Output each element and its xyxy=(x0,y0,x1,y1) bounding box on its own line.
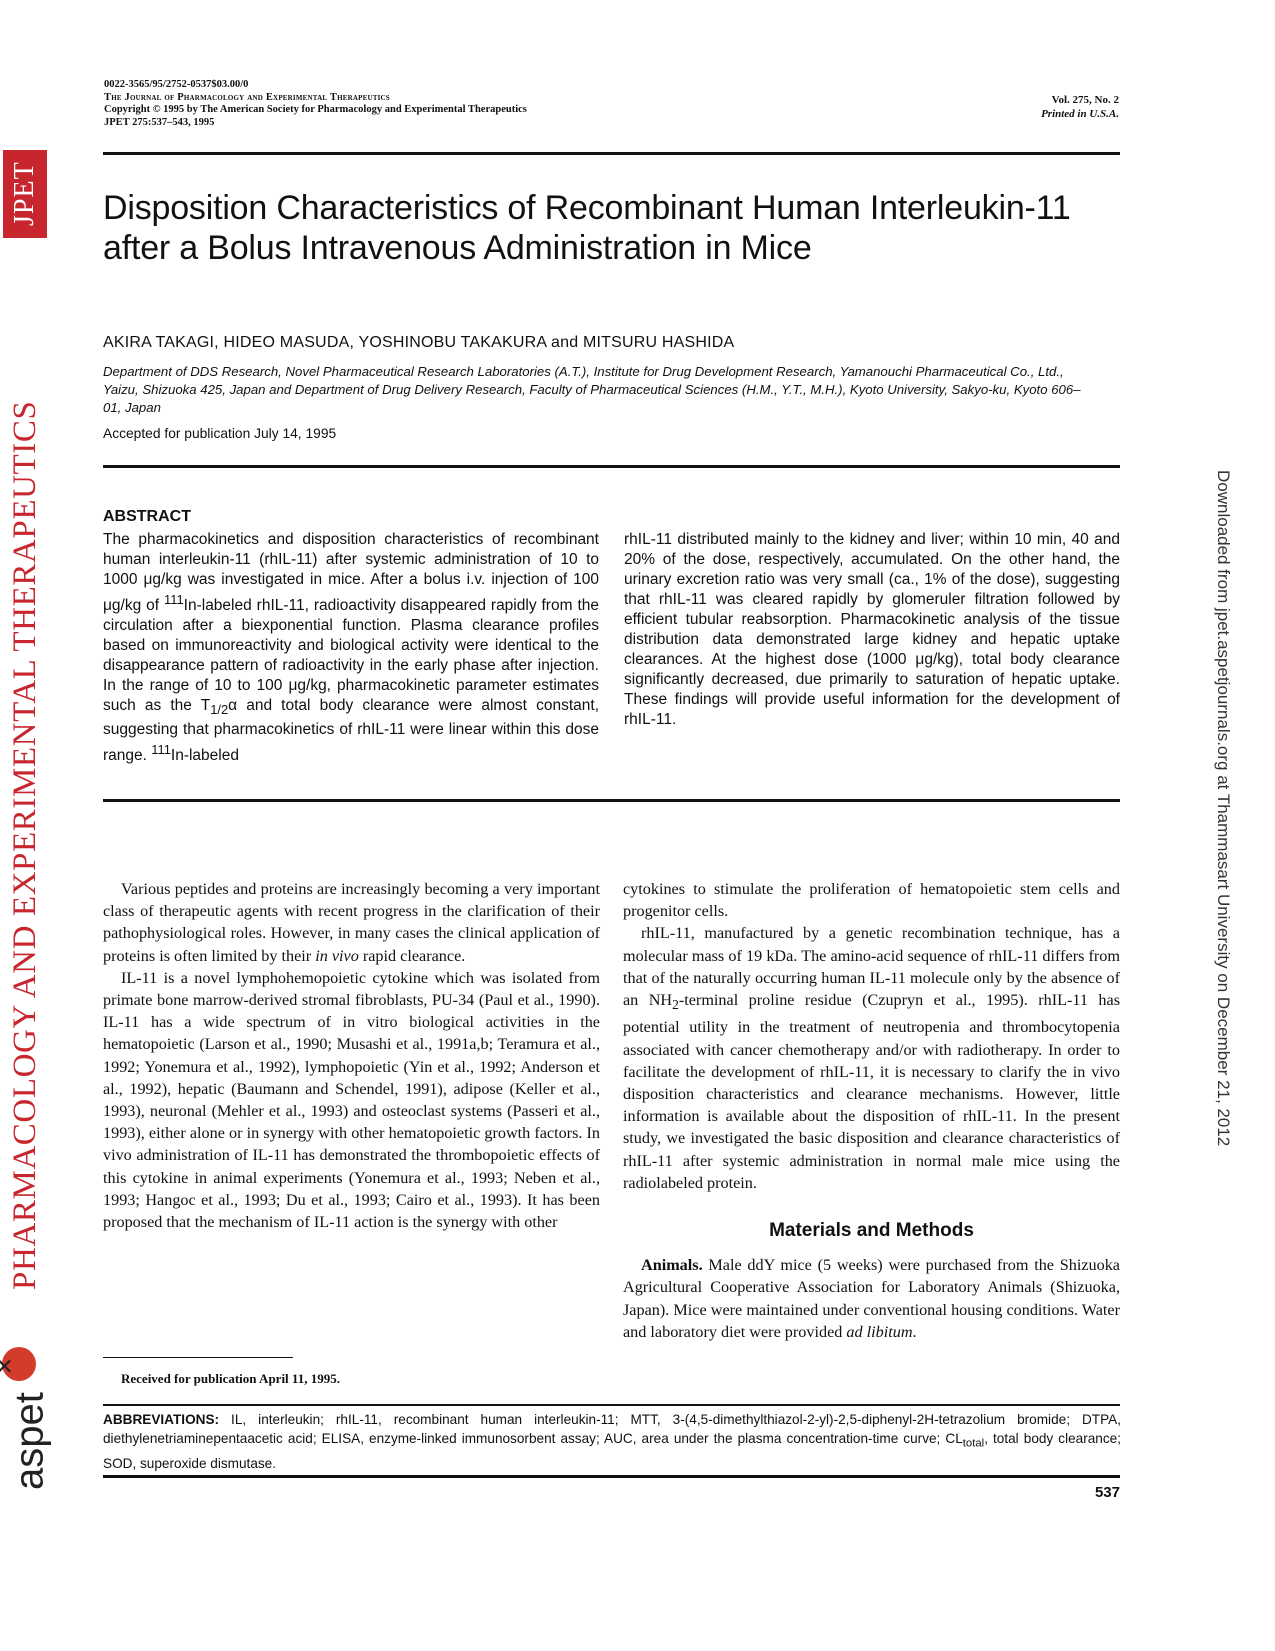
footnote-rule xyxy=(103,1357,293,1358)
text: Male ddY mice (5 weeks) were purchased from the Shizuoka Agricultural Cooperative Association for Laboratory Animals (Shizuoka, Japan). Mice were maintained under conventional housing conditions. Water and laboratory diet were provided xyxy=(623,1256,1120,1341)
jpet-logo-text: JPET xyxy=(9,161,40,227)
footer-rule xyxy=(103,1475,1120,1478)
body-right-column xyxy=(623,878,1120,1343)
header-left xyxy=(104,79,527,129)
printed-in: Printed in U.S.A. xyxy=(1041,108,1119,120)
header-right xyxy=(1041,93,1119,121)
accepted-date: Accepted for publication July 14, 1995 xyxy=(103,426,337,441)
article-title: Disposition Characteristics of Recombinant Human Interleukin-11 after a Bolus Intravenous Administration in Mice xyxy=(103,189,1071,267)
abstract-text: In-labeled rhIL-11, radioactivity disappeared rapidly from the circulation after a biexponential function. Plasma clearance profiles based on immunoreactivity and biological activity were identical to the disappearance pattern of radioactivity in the early phase after injection. In the range of 10 to 100 μg/kg, pharmacokinetic parameter estimates such as the T xyxy=(103,597,599,715)
abstract-left-column xyxy=(103,530,599,766)
italic-text: ad libitum xyxy=(846,1322,913,1341)
abstract-heading: ABSTRACT xyxy=(103,508,191,525)
authors: AKIRA TAKAGI, HIDEO MASUDA, YOSHINOBU TAKAKURA and MITSURU HASHIDA xyxy=(103,334,735,351)
paragraph: IL-11 is a novel lymphohemopoietic cytokine which was isolated from primate bone marrow-derived stromal fibroblasts, PU-34 (Paul et al., 1990). IL-11 has a wide spectrum of in vitro biological activities in the hematopoietic (Larson et al., 1990; Musashi et al., 1991a,b; Teramura et al., 1992; Yonemura et al., 1992), lymphopoietic (Yin et al., 1992; Anderson et al., 1992), hepatic (Baumann and Schendel, 1991), adipose (Keller et al., 1993), neuronal (Mehler et al., 1993) and osteoclast systems (Passeri et al., 1993), either alone or in synergy with other hematopoietic growth factors. In vivo administration of IL-11 has demonstrated the thrombopoietic effects of this cytokine in animal experiments (Yonemura et al., 1993; Neben et al., 1993; Hangoc et al., 1993; Du et al., 1993; Cairo et al., 1993). It has been proposed that the mechanism of IL-11 action is the synergy with other xyxy=(103,968,600,1232)
abstract-text: α and total body clearance were almost constant, suggesting that pharmacokinetics of rhIL-11 were linear within this dose range. xyxy=(103,697,600,765)
volume: Vol. 275, No. 2 xyxy=(1051,94,1119,106)
abstract-bottom-rule xyxy=(103,799,1120,802)
text: IL, interleukin; rhIL-11, recombinant human interleukin-11; MTT, 3-(4,5-dimethylthiazol-2-yl)-2,5-diphenyl-2H-tetrazolium bromide; DTPA, diethylenetriaminepentaacetic acid; ELISA, enzyme-linked immunosorbent assay; AUC, area under the plasma concentration-time curve; CL xyxy=(103,1412,1121,1446)
section-heading: Materials and Methods xyxy=(769,1220,974,1242)
superscript: 111 xyxy=(151,742,171,758)
subscript: total xyxy=(962,1437,985,1450)
abbreviations-label: ABBREVIATIONS: xyxy=(103,1412,220,1427)
abbreviations xyxy=(103,1410,1121,1473)
abstract-top-rule xyxy=(103,465,1120,468)
superscript: 111 xyxy=(164,592,184,607)
abstract-text: In-labeled xyxy=(170,747,239,765)
aspet-emblem-icon xyxy=(2,1347,36,1381)
run-in-heading: Animals. xyxy=(641,1256,703,1275)
paragraph xyxy=(623,1254,1120,1343)
copyright: Copyright © 1995 by The American Society for Pharmacology and Experimental Therapeutics xyxy=(104,104,527,115)
text: , total body clearance; SOD, superoxide dismutase. xyxy=(103,1431,1121,1471)
text: -terminal proline residue (Czupryn et al., 1995). rhIL-11 has potential utility in the treatment of neutropenia and thrombocytopenia associated with cancer chemotherapy and/or with radiotherapy. In order to facilitate the development of rhIL-11, it is necessary to clarify the in vivo disposition characteristics and clearance mechanisms. However, little information is available about the disposition of rhIL-11. In the present study, we investigated the basic disposition and clearance characteristics of rhIL-11 after systemic administration in normal male mice using the radiolabeled protein. xyxy=(623,991,1120,1192)
text: Various peptides and proteins are increasingly becoming a very important class of therapeutic agents with recent progress in the clarification of their pathophysiological roles. However, in many cases the clinical application of proteins is often limited by their xyxy=(103,880,600,965)
header-rule xyxy=(103,152,1120,155)
paragraph xyxy=(103,878,600,967)
text: rapid clearance. xyxy=(358,946,466,965)
text: . xyxy=(912,1322,917,1341)
citation: JPET 275:537–543, 1995 xyxy=(104,116,215,128)
text: rhIL-11, manufactured by a genetic recombination technique, has a molecular mass of 19 kDa. The amino-acid sequence of rhIL-11 differs from that of the naturally occurring human IL-11 molecule only by the absence of an NH xyxy=(623,924,1120,1010)
subscript: 1/2 xyxy=(210,702,229,718)
abbreviations-rule xyxy=(103,1404,1120,1406)
aspet-logo-text: aspet xyxy=(7,1392,52,1490)
issn: 0022-3565/95/2752-0537$03.00/0 xyxy=(104,79,249,90)
aspet-logo xyxy=(2,1310,52,1490)
download-watermark: Downloaded from jpet.aspetjournals.org at Thammasart University on December 21, 2012 xyxy=(1214,470,1233,1147)
received-date: Received for publication April 11, 1995. xyxy=(121,1371,340,1386)
paragraph: cytokines to stimulate the proliferation of hematopoietic stem cells and progenitor cells. xyxy=(623,880,1120,921)
abstract-text: The pharmacokinetics and disposition characteristics of recombinant human interleukin-11 (rhIL-11) after systemic administration of 10 to 1000 μg/kg was investigated in mice. After a bolus i.v. injection of 100 μg/kg of xyxy=(103,531,599,615)
italic-text: in vivo xyxy=(315,946,359,965)
page-number: 537 xyxy=(1094,1484,1120,1501)
paragraph xyxy=(623,922,1120,1194)
abstract-right-column: rhIL-11 distributed mainly to the kidney and liver; within 10 min, 40 and 20% of the dose, respectively, accumulated. On the other hand, the urinary excretion ratio was very small (ca., 1% of the dose), suggesting that rhIL-11 was cleared rapidly by glomeruler filtration followed by efficient tubular reabsorption. Pharmacokinetic analysis of the tissue distribution data demonstrated large kidney and hepatic uptake clearances. At the highest dose (1000 μg/kg), total body clearance significantly decreased, due primarily to saturation of hepatic uptake. These findings will provide useful information for the development of rhIL-11. xyxy=(624,531,1120,728)
body-left-column xyxy=(103,878,600,1233)
affiliation: Department of DDS Research, Novel Pharmaceutical Research Laboratories (A.T.), Institute for Drug Development Research, Yamanouchi Pharmaceutical Co., Ltd., Yaizu, Shizuoka 425, Japan and Department of Drug Delivery Research, Faculty of Pharmaceutical Sciences (H.M., Y.T., M.H.), Kyoto University, Sakyo-ku, Kyoto 606–01, Japan xyxy=(103,364,1081,415)
journal-title: The Journal of Pharmacology and Experimental Therapeutics xyxy=(104,91,390,103)
journal-name-vertical: PHARMACOLOGY AND EXPERIMENTAL THERAPEUTICS xyxy=(7,400,43,1290)
subscript: 2 xyxy=(672,997,679,1013)
journal-side-banner xyxy=(0,0,52,1651)
